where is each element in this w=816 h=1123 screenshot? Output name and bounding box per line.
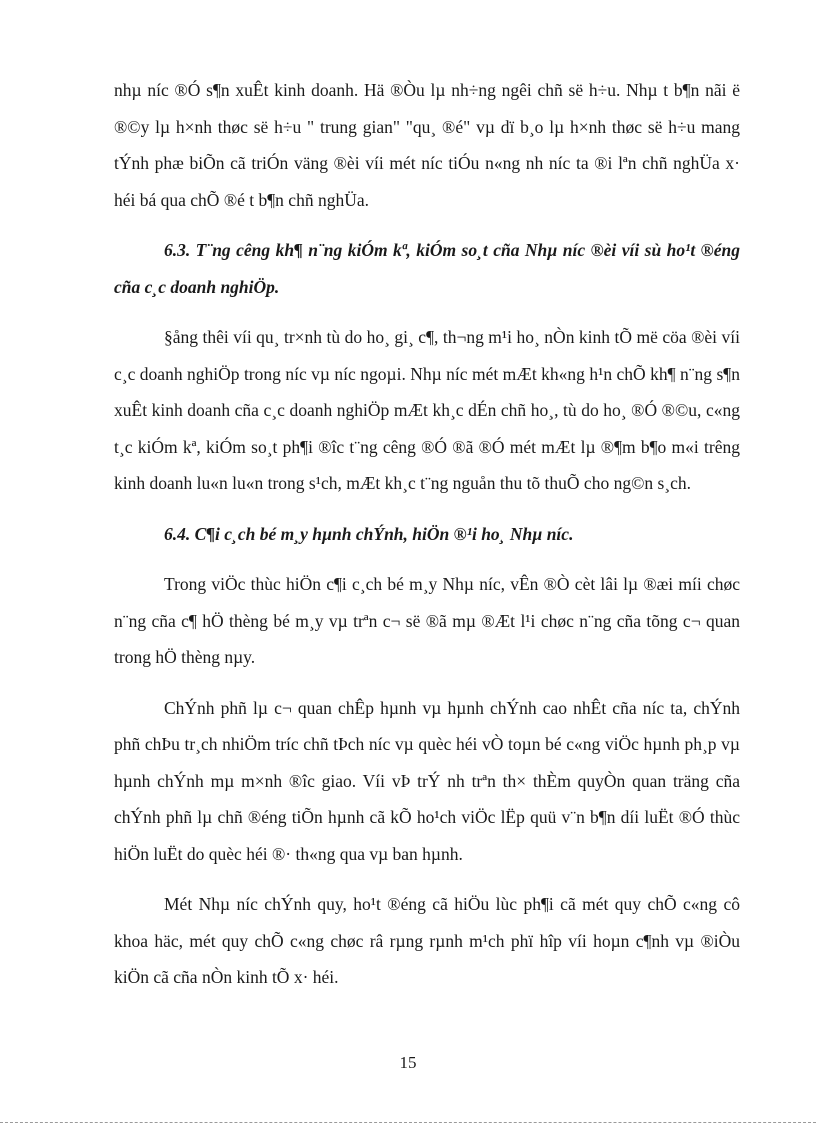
- page-body: [114, 72, 740, 996]
- paragraph-6-3: §ång thêi víi qu¸ tr×nh tù do ho¸ gi¸ c¶, th¬ng m¹i ho¸ nÒn kinh tÕ më cöa ®èi víi c¸c doanh nghiÖp trong níc vµ níc ngoµi. Nhµ níc mét mÆt kh«ng h¹n chÕ kh¶ n¨ng s¶n xuÊt kinh doanh cña c¸c doanh nghiÖp mÆt kh¸c dÉn chñ ho¸, tù do ho¸ ®Ó ®©u, c«ng t¸c kiÓm kª, kiÓm so¸t ph¶i ®îc t¨ng cêng ®Ó ®ã ®Ó mét mÆt lµ ®¶m b¶o m«i trêng kinh doanh lu«n lu«n trong s¹ch, mÆt kh¸c t¨ng nguån thu tõ thuÕ cho ng©n s¸ch.: [114, 327, 740, 493]
- section-heading-6-3: 6.3. T¨ng cêng kh¶ n¨ng kiÓm kª, kiÓm so¸t cña Nhµ níc ®èi víi sù ho¹t ®éng cña c¸c doanh nghiÖp.: [114, 240, 740, 297]
- paragraph-6-4-a: Trong viÖc thùc hiÖn c¶i c¸ch bé m¸y Nhµ níc, vÊn ®Ò cèt lâi lµ ®æi míi chøc n¨ng cña c¶ hÖ thèng bé m¸y vµ trªn c¬ së ®ã mµ ®Æt l¹i chøc n¨ng cña tõng c¬ quan trong hÖ thèng nµy.: [114, 574, 740, 667]
- paragraph-6-4-c: Mét Nhµ níc chÝnh quy, ho¹t ®éng cã hiÖu lùc ph¶i cã mét quy chÕ c«ng cô khoa häc, mét quy chÕ c«ng chøc râ rµng rµnh m¹ch phï hîp víi hoµn c¶nh vµ ®iÒu kiÖn cã cña nÒn kinh tÕ x· héi.: [114, 894, 740, 987]
- intro-paragraph: nhµ níc ®Ó s¶n xuÊt kinh doanh. Hä ®Òu lµ nh÷ng ngêi chñ së h÷u. Nhµ t b¶n nãi ë ®©y lµ h×nh thøc së h÷u " trung gian" "qu¸ ®é" vµ dï b¸o lµ h×nh thøc së h÷u mang tÝnh phæ biÕn cã triÓn väng ®èi víi mét níc tiÓu n«ng nh níc ta ®i lªn chñ nghÜa x· héi bá qua chÕ ®é t b¶n chñ nghÜa.: [114, 80, 740, 210]
- page-number: 15: [399, 1053, 417, 1072]
- section-heading-6-4: 6.4. C¶i c¸ch bé m¸y hµnh chÝnh, hiÖn ®¹i ho¸ Nhµ níc.: [164, 523, 574, 544]
- paragraph-6-4-b: ChÝnh phñ lµ c¬ quan chÊp hµnh vµ hµnh chÝnh cao nhÊt cña níc ta, chÝnh phñ chÞu tr¸ch nhiÖm tríc chñ tÞch níc vµ quèc héi vÒ toµn bé c«ng viÖc hµnh ph¸p vµ hµnh chÝnh mµ m×nh ®îc giao. Víi vÞ trÝ nh trªn th× thÈm quyÒn quan träng cña chÝnh phñ lµ chñ ®éng tiÕn hµnh cã kÕ ho¹ch viÖc lËp quü v¨n b¶n díi luËt ®Ó thùc hiÖn luËt do quèc héi ®· th«ng qua vµ ban hµnh.: [114, 697, 740, 864]
